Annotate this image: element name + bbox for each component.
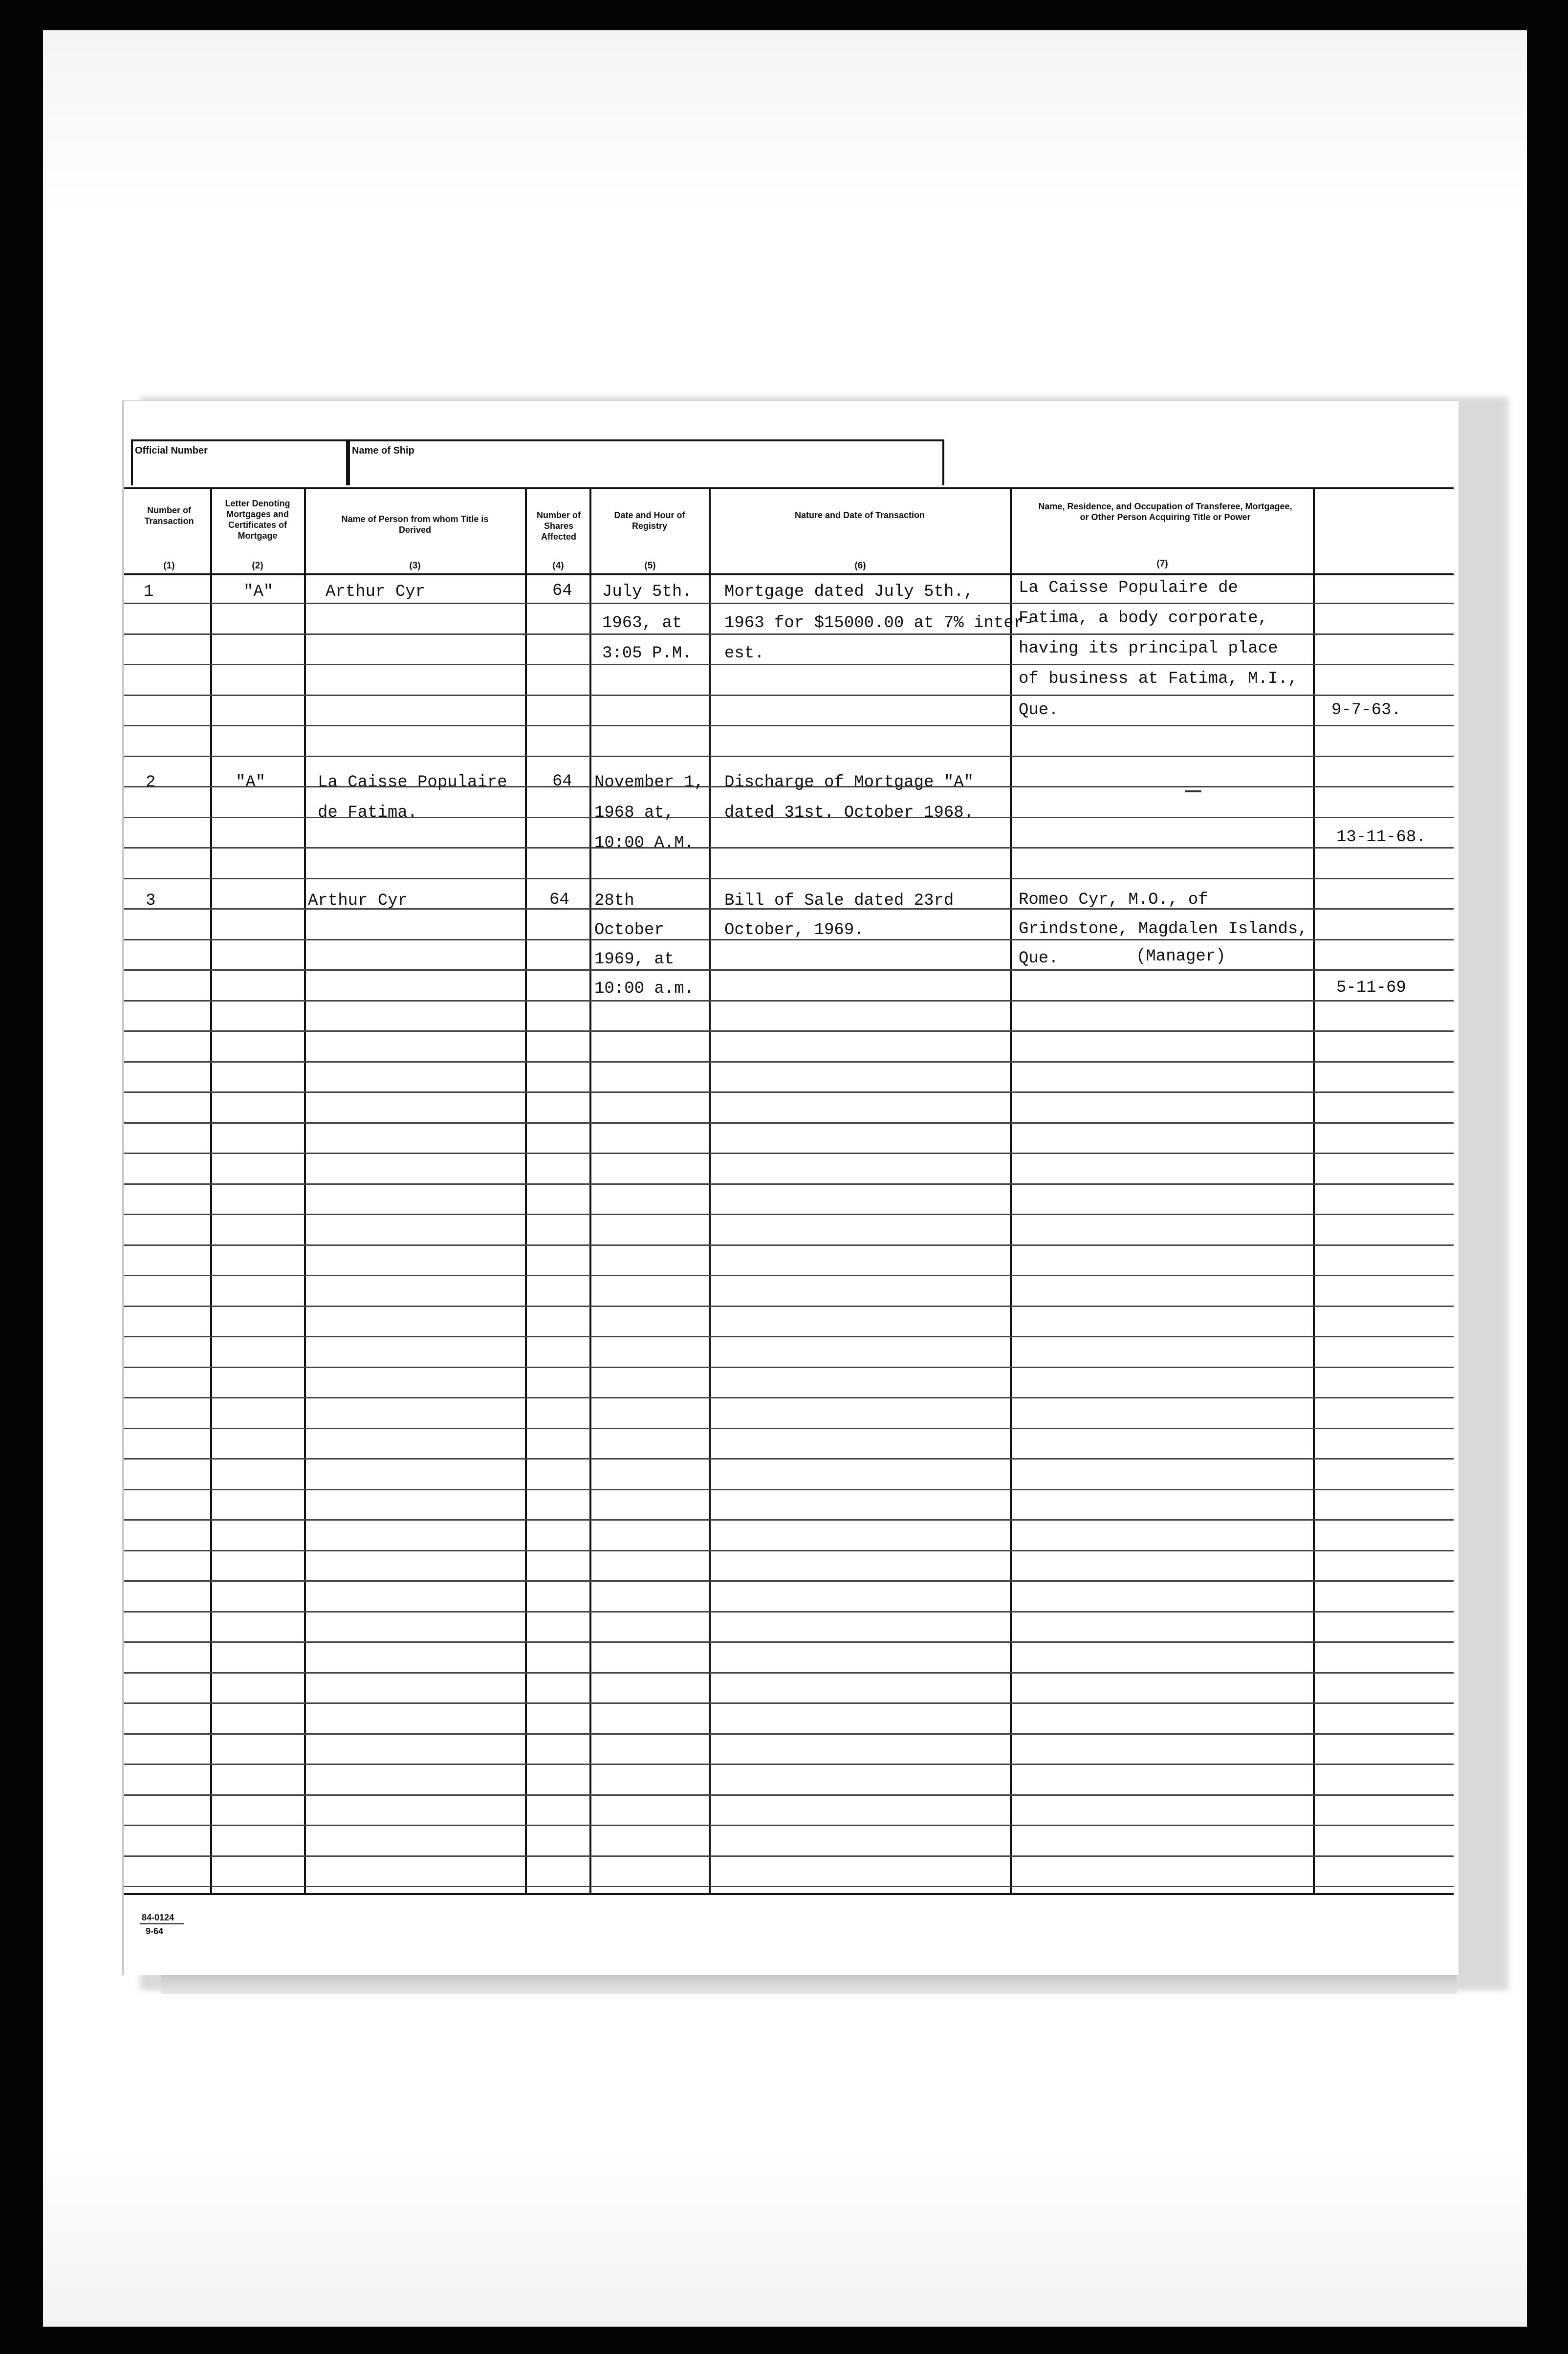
- ruled-line: [124, 1153, 1454, 1154]
- ruled-line: [124, 1030, 1454, 1032]
- entry-2-shares: 64: [552, 772, 572, 791]
- ruled-line: [124, 878, 1454, 879]
- ruled-line: [124, 1886, 1454, 1887]
- header-bottom-rule: [124, 487, 1454, 489]
- entry-3-registry-line-3: 1969, at: [594, 950, 675, 969]
- entry-3-acquirer-line-4: (Manager): [1136, 947, 1226, 966]
- col-5-heading: Date and Hour of Registry: [614, 510, 685, 531]
- ruled-line: [124, 1825, 1454, 1826]
- official-number-label: Official Number: [135, 445, 208, 456]
- entry-1-from: Arthur Cyr: [326, 583, 426, 601]
- entry-1-letter: "A": [243, 583, 274, 601]
- form-revision-date: 9-64: [146, 1926, 164, 1936]
- col-6-heading: Nature and Date of Transaction: [794, 510, 925, 520]
- entry-1-nature-line-1: Mortgage dated July 5th.,: [724, 583, 974, 601]
- col-divider-5: [709, 487, 711, 1895]
- column-heading-rule: [124, 573, 1454, 575]
- ruled-line: [124, 633, 1454, 635]
- col-3-heading: Name of Person from whom Title is Derived: [341, 514, 489, 535]
- entry-3-registry-line-1: 28th: [594, 892, 634, 910]
- col-divider-6: [1010, 487, 1012, 1895]
- entry-1-acquirer-line-3: having its principal place: [1019, 639, 1278, 658]
- ruled-line: [124, 1183, 1454, 1185]
- ruled-line: [124, 1733, 1454, 1735]
- entry-1-acquirer-line-4: of business at Fatima, M.I.,: [1019, 670, 1298, 688]
- ruled-line: [124, 1061, 1454, 1063]
- entry-2-registry-line-1: November 1,: [594, 773, 704, 792]
- col-4-heading: Number of Shares Affected: [537, 510, 581, 542]
- entry-2-from-line-1: La Caisse Populaire: [318, 773, 507, 792]
- col-divider-1: [210, 487, 212, 1895]
- ruled-line: [124, 1702, 1454, 1704]
- form-number: 84-0124: [142, 1913, 174, 1922]
- col-3-number: (3): [409, 561, 421, 571]
- ruled-line: [124, 1275, 1454, 1276]
- entry-2-number: 2: [146, 773, 156, 792]
- ruled-line: [124, 1122, 1454, 1124]
- ruled-line: [124, 1367, 1454, 1368]
- entry-3-registry-line-4: 10:00 a.m.: [594, 980, 695, 998]
- entry-3-acquirer-line-1: Romeo Cyr, M.O., of: [1019, 891, 1208, 909]
- entry-3-margin-date: 5-11-69: [1336, 979, 1406, 997]
- ruled-line: [124, 725, 1454, 726]
- ruled-line: [124, 1458, 1454, 1460]
- entry-1-nature-line-2: 1963 for $15000.00 at 7% inter-: [724, 614, 1034, 632]
- entry-2-nature-line-2: dated 31st. October 1968.: [724, 804, 974, 822]
- entry-1-registry-line-1: July 5th.: [602, 583, 692, 601]
- ruled-line: [124, 756, 1454, 757]
- col-6-number: (6): [854, 561, 866, 571]
- entry-1-acquirer-line-1: La Caisse Populaire de: [1019, 579, 1238, 597]
- ruled-line: [124, 603, 1454, 604]
- entry-3-nature-line-2: October, 1969.: [724, 921, 864, 939]
- col-4-number: (4): [552, 561, 564, 571]
- ruled-line: [124, 1519, 1454, 1521]
- register-sheet: [122, 400, 1459, 1975]
- col-7-number: (7): [1156, 559, 1168, 569]
- ruled-line: [124, 1489, 1454, 1490]
- entry-3-nature-line-1: Bill of Sale dated 23rd: [724, 892, 954, 910]
- entry-1-number: 1: [144, 583, 154, 601]
- col-7-heading: Name, Residence, and Occupation of Transferee, Mortgagee, or Other Person Acquiring Title or Power: [1038, 501, 1292, 522]
- col-divider-2: [304, 487, 306, 1895]
- ruled-line: [124, 1306, 1454, 1307]
- ruled-line: [124, 1428, 1454, 1429]
- ruled-line: [124, 1672, 1454, 1674]
- ruled-line: [124, 1244, 1454, 1246]
- entry-1-acquirer-line-2: Fatima, a body corporate,: [1019, 609, 1268, 628]
- table-bottom-rule: [124, 1893, 1454, 1895]
- ruled-line: [124, 1550, 1454, 1551]
- entry-2-margin-date: 13-11-68.: [1336, 828, 1426, 847]
- ruled-line: [124, 664, 1454, 665]
- ruled-line: [124, 847, 1454, 849]
- col-divider-3: [525, 487, 527, 1895]
- entry-2-from-line-2: de Fatima.: [318, 804, 418, 822]
- ruled-line: [124, 695, 1454, 696]
- entry-1-margin-date: 9-7-63.: [1331, 701, 1401, 719]
- ruled-line: [124, 1336, 1454, 1337]
- entry-1-registry-line-2: 1963, at: [602, 614, 682, 632]
- col-1-number: (1): [163, 561, 175, 571]
- entry-3-registry-line-2: October: [594, 921, 664, 939]
- ruled-line: [124, 1580, 1454, 1582]
- col-2-heading: Letter Denoting Mortgages and Certificates of Mortgage: [225, 499, 290, 541]
- entry-1-acquirer-line-5: Que.: [1019, 701, 1059, 719]
- ruled-line: [124, 1641, 1454, 1643]
- ruled-line: [124, 969, 1454, 971]
- ruled-line: [124, 1000, 1454, 1002]
- entry-3-from: Arthur Cyr: [308, 892, 408, 910]
- ruled-line: [124, 1091, 1454, 1093]
- entry-3-acquirer-line-2: Grindstone, Magdalen Islands,: [1019, 920, 1308, 938]
- ruled-line: [124, 1855, 1454, 1857]
- col-2-number: (2): [252, 561, 263, 571]
- entry-1-registry-line-3: 3:05 P.M.: [602, 644, 692, 663]
- entry-2-letter: "A": [236, 773, 266, 792]
- col-divider-7: [1313, 487, 1315, 1895]
- entry-2-nature-line-1: Discharge of Mortgage "A": [724, 773, 974, 792]
- entry-2-registry-line-3: 10:00 A.M.: [594, 834, 695, 852]
- entry-3-number: 3: [146, 892, 156, 910]
- entry-2-registry-line-2: 1968 at,: [594, 804, 675, 822]
- ruled-line: [124, 1214, 1454, 1215]
- name-of-ship-label: Name of Ship: [352, 445, 414, 456]
- ruled-line: [124, 1794, 1454, 1796]
- col-5-number: (5): [644, 561, 656, 571]
- entry-1-nature-line-3: est.: [724, 644, 764, 663]
- ruled-line: [124, 1764, 1454, 1765]
- entry-3-acquirer-line-3: Que.: [1019, 949, 1059, 968]
- entry-3-shares: 64: [549, 891, 569, 909]
- form-number-underline: [140, 1923, 184, 1924]
- entry-2-acquirer-dash: [1185, 790, 1201, 792]
- ruled-line: [124, 1611, 1454, 1613]
- col-divider-4: [589, 487, 591, 1895]
- entry-1-shares: 64: [552, 582, 572, 600]
- col-1-heading: Number of Transaction: [144, 505, 194, 526]
- ruled-line: [124, 1397, 1454, 1398]
- name-of-ship-box: [346, 439, 944, 485]
